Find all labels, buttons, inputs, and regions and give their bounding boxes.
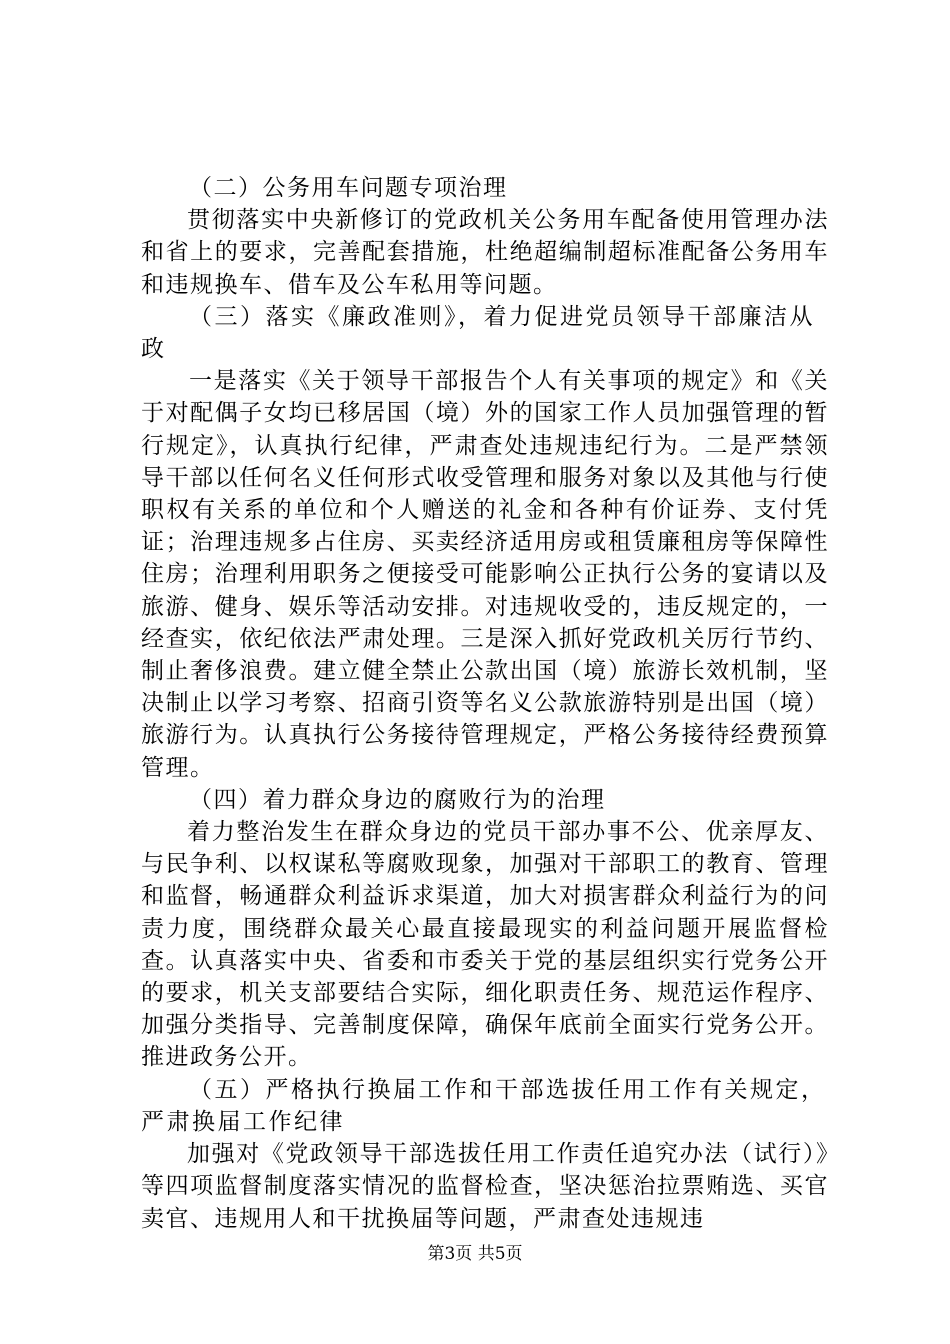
section-paragraph-3: 一是落实《关于领导干部报告个人有关事项的规定》和《关于对配偶子女均已移居国（境）外的国家工作人员加强管理的暂行规定》，认真执行纪律，严肃查处违规违纪行为。二是严禁领导干部以任何名义任何形式收受管理和服务对象以及其他与行使职权有关系的单位和个人赠送的礼金和各种有价证券、支付凭证；治理违规多占住房、买卖经济适用房或租赁廉租房等保障性住房；治理利用职务之便接受可能影响公正执行公务的宴请以及旅游、健身、娱乐等活动安排。对违规收受的，违反规定的，一经查实，依纪依法严肃处理。三是深入抓好党政机关厉行节约、制止奢侈浪费。建立健全禁止公款出国（境）旅游长效机制，坚决制止以学习考察、招商引资等名义公款旅游特别是出国（境）旅游行为。认真执行公务接待管理规定，严格公务接待经费预算管理。 xyxy=(141,368,829,781)
document-body xyxy=(141,172,829,1235)
section-paragraph-5: 加强对《党政领导干部选拔任用工作责任追究办法（试行）》等四项监督制度落实情况的监督检查，坚决惩治拉票贿选、买官卖官、违规用人和干扰换届等问题，严肃查处违规违 xyxy=(141,1141,829,1232)
page-number-footer: 第3页 共5页 xyxy=(427,1244,523,1264)
section-paragraph-2: 贯彻落实中央新修订的党政机关公务用车配备使用管理办法和省上的要求，完善配套措施，杜绝超编制超标准配备公务用车和违规换车、借车及公车私用等问题。 xyxy=(141,207,829,298)
section-heading-4: （四）着力群众身边的腐败行为的治理 xyxy=(189,786,606,813)
section-heading-3: （三）落实《廉政准则》，着力促进党员领导干部廉洁从政 xyxy=(141,303,815,363)
section-paragraph-4: 着力整治发生在群众身边的党员干部办事不公、优亲厚友、与民争利、以权谋私等腐败现象，加强对干部职工的教育、管理和监督，畅通群众利益诉求渠道，加大对损害群众利益行为的问责力度，围绕群众最关心最直接最现实的利益问题开展监督检查。认真落实中央、省委和市委关于党的基层组织实行党务公开的要求，机关支部要结合实际，细化职责任务、规范运作程序、加强分类指导、完善制度保障，确保年底前全面实行党务公开。推进政务公开。 xyxy=(141,819,829,1071)
section-heading-2: （二）公务用车问题专项治理 xyxy=(189,175,508,201)
section-heading-5: （五）严格执行换届工作和干部选拔任用工作有关规定，严肃换届工作纪律 xyxy=(141,1076,827,1135)
